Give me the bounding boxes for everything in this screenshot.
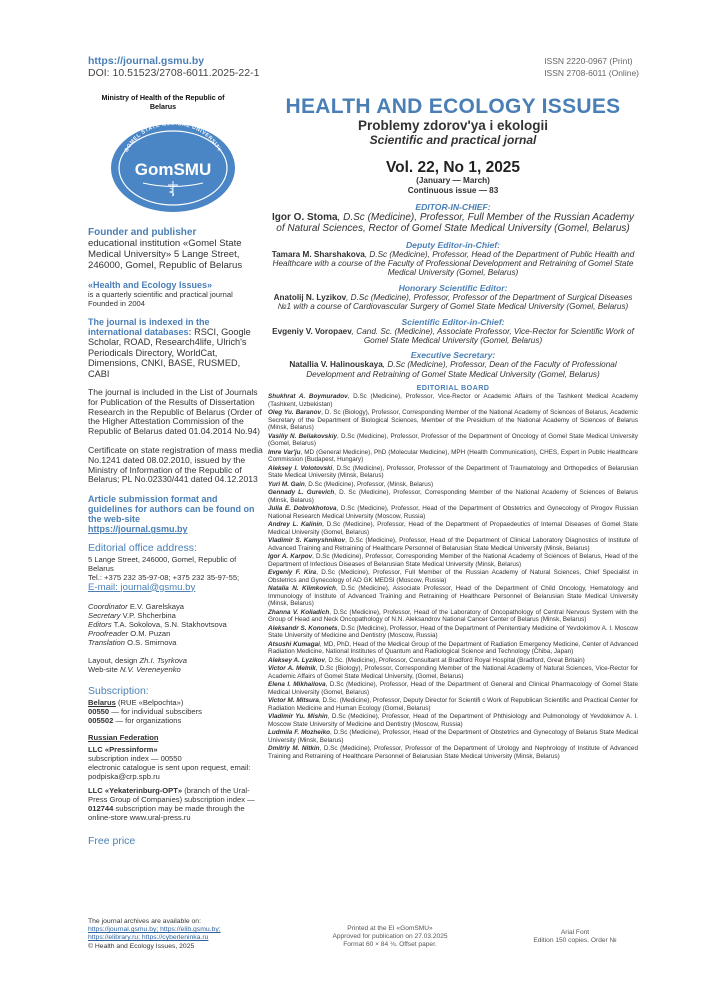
board-member: Oleg Yu. Baranov, D. Sc (Biology), Professor, Corresponding Member of the National Academy of Sciences of Belarus, Academic Secretary of the Department of Biological Sciences, Member of the Presidium of the National Academy of Sciences of Belarus (Minsk, Belarus) — [268, 409, 638, 432]
indexed-title: The journal is indexed in the international databases: — [88, 316, 210, 337]
board-member: Julia E. Dobrokhotova, D.Sc (Medicine), Professor, Head of the Department of Obstetrics and Gynecology of Pirogov Russian National Research Medical University (Moscow, Russia) — [268, 505, 638, 520]
copyright: © Health and Ecology Issues, 2025 — [88, 942, 195, 950]
submission-title: Article submission format and guidelines for authors can be found on the web-site — [88, 494, 255, 525]
board-member: Victor M. Mitsura, D.Sc. (Medicine), Professor, Deputy Director for Scientifi c Work of Republican Scientific and Practical Center for Radiation Medicine and Human Ecology (Gomel, Belarus) — [268, 697, 639, 712]
continuous-issue: Continuous issue — 83 — [407, 185, 499, 195]
issn-online: ISSN 2708-6011 (Online) — [544, 68, 639, 78]
office-address: 5 Lange Street, 246000, Gomel, Republic of Belarus — [88, 554, 237, 573]
submission-link[interactable]: https://journal.gsmu.by — [88, 524, 188, 535]
board-member: Vasiliy N. Beliakovskiy, D.Sc (Medicine), Professor, Professor of the Department of Oncology of Gomel State Medical University (Gomel, Belarus) — [268, 432, 638, 448]
volume-months: (January — March) — [416, 176, 490, 185]
journal-subtitle-2: Scientific and practical jornal — [369, 133, 537, 147]
left-column: Ministry of Health of the Republic of Belarus GOMEL STATE MEDICAL UNIVERSITY GomSMU Founder and publisher educational institution «Gomel State Medical University» 5 Lange Street, 246000, Gomel, Republic of Belarus «Health and Ecology Issues» is a quarterly scientific and practical journal Founded in 2004 The journal is indexed in the international databases: RSCI, Google Scholar, ROAD, Research4life, Ulrich's Periodicals Directory, WorldCat, Dimensions, CNKI, BASE, RUSMED, CABI The journal is included in the List of Journals for Publication of the Results of Dissertation Research in the Republic of Belarus (Order of the Higher Attestation Commission of the Republic of Belarus dated 01.04.2014 No.94) Certificate on state registration of mass media No.1241 dated 08.02.2010, issued by the Ministry of Information of the Republic of Belarus; PL No.02330/441 dated 04.12.2013 Article submission format and guidelines for authors can be found on the web-site https://journal.gsmu.by Editorial office address: 5 Lange Street, 246000, Gomel, Republic of Belarus Tel.: +375 232 35-97-08; +375 232 35-97-55; E-mail: journal@gsmu.by Coordinator E.V. Garelskaya Secretary V.P. Shcherbina Editors T.A. Sokolova, S.N. Stakhovtsova Proofreader O.M. Puzan Translation O.S. Smirnova Layout, design Zh.I. Tsyrkova Web-site N.V. Vereneyenko Subscription: Belarus (RUE «Belpochta») 00550 — for individual subscibers 005502 — for organizations Russian Federation LLC «Pressinform» subscription index — 00550 electronic catalogue is sent upon request, email: podpiska@crp.spb.ru LLC «Yekaterinburg-OPT» (branch of the Ural-Press Group of Companies) subscription index — 012744 subscription may be made through the online-store www.ural-press.ru Free price — [88, 93, 263, 847]
board-member: Zhanna V. Koliadich, D.Sc (Medicine), Professor, Head of the Laboratory of Oncopathology of Central Nervous System with the Group of Head and Neck Oncopathology of N.N. Aleksandrov National Cancer Center of Belarus (Minsk, Belarus) — [268, 608, 639, 624]
board-member: Elena I. Mikhailova, D.Sc (Medicine), Professor, Head of the Department of General and Clinical Pharmacology of Gomel State Medical University (Gomel, Belarus) — [268, 681, 638, 696]
office-title: Editorial office address: — [88, 542, 197, 555]
indexed-text: RSCI, Google Scholar, ROAD, Research4life, Ulrich's Periodicals Directory, WorldCat, Dimensions, CNKI, BASE, RUSMED, CABI — [88, 327, 251, 379]
list-text: The journal is included in the List of Journals for Publication of the Results of Dissertation Research in the Republic of Belarus (Order of the Higher Attestation Commission of the Republic of Belarus dated 01.04.2014 No.94) — [88, 387, 262, 437]
board-member: Vladimir S. Kamyshnikov, D.Sc (Medicine), Professor, Head of the Department of Clinical Laboratory Diagnostics of Institute of Advanced Training and Retraining of Healthcare Personnel of Belarusian State Medical University (Minsk, Belarus) — [268, 537, 638, 552]
editor-person: Tamara M. Sharshakova, D.Sc (Medicine), Professor, Head of the Department of Public Health and Healthcare with a course of the Faculty of Professional Development and Retraining of Gomel State Medical University (Gomel, Belarus) — [271, 249, 635, 278]
footer-print-info: Printed at the EI «GomSMU» Approved for publication on 27.03.2025 Format 60 × 84 ⅛. Offset paper. — [332, 925, 448, 948]
office-email[interactable]: E-mail: journal@gsmu.by — [88, 581, 196, 593]
board-member: Aleksey A. Lyzikov, D.Sc. (Medicine), Professor, Consultant at Bradford Royal Hospital (Bradford, Great Britain) — [268, 656, 585, 664]
russia-label: Russian Federation — [88, 732, 159, 742]
editorial-board-list — [268, 393, 638, 760]
editor-person: Natallia V. Halinouskaya, D.Sc (Medicine), Professor, Dean of the Faculty of Professional Development and Retraining of Gomel State Medical University (Gomel, Belarus) — [289, 360, 617, 379]
staff-item: Secretary V.P. Shcherbina — [88, 611, 176, 621]
board-member: Shukhrat A. Boymuradov, D.Sc (Medicine), Professor, Vice-Rector or Academic Affairs of the Tashkent Medical Academy (Tashkent, Uzbekistan) — [268, 393, 638, 408]
ministry-label: Ministry of Health of the Republic of Belarus — [101, 93, 225, 111]
board-member: Aleksey I. Volotovski, D.Sc (Medicine), Professor, Professor of the Department of Traumatology and Orthopedics of Belarusian State Medical University (Minsk, Belarus) — [268, 464, 638, 480]
editorial-board-title: EDITORIAL BOARD — [416, 383, 490, 393]
logo-text: GomSMU — [134, 160, 212, 180]
archives-links-2[interactable]: https://elibrary.ru; https://cyberleninka.ru — [88, 934, 209, 942]
board-member: Victor A. Melnik, D.Sc (Biology), Professor, Corresponding Member of the National Academy of Natural Sciences, Vice-Rector for Academic Affairs of Gomel State Medical University, (Gomel, Belarus) — [268, 665, 638, 680]
editor-role: Scientific Editor-in-Chief: — [401, 316, 505, 327]
journal-title: HEALTH AND ECOLOGY ISSUES — [285, 95, 621, 118]
board-member: Andrey L. Kalinin, D.Sc (Medicine), Professor, Head of the Department of Propaedeutics of Internal Diseases of Gomel State Medical University (Gomel, Belarus) — [268, 521, 638, 536]
svg-text:GOMEL STATE MEDICAL UNIVERSITY: GOMEL STATE MEDICAL UNIVERSITY — [123, 121, 223, 154]
archives-label: The journal archives are available on: — [88, 918, 201, 925]
cert-text: Certificate on state registration of mass media No.1241 dated 08.02.2010, issued by the Ministry of Information of the Republic of Belarus; PL No.02330/441 dated 04.12.2013 — [88, 445, 263, 485]
journal-name: «Health and Ecology Issues» — [88, 279, 213, 290]
board-member: Atsushi Kumagai, MD, PhD, Head of the Medical Group of the Department of Radiation Emergency Medicine, Center of Advanced Radiation Medicine, National Institutes of Quantum and Radiological Science and Technology (Chiba, Japan) — [268, 640, 638, 656]
editor-role: Executive Secretary: — [410, 350, 496, 361]
editor-role: EDITOR-IN-CHIEF: — [415, 202, 491, 213]
board-member: Ludmila F. Mozheiko, D.Sc (Medicine), Professor, Head of the Department of Obstetrics and Gynecology of Belarus State Medical University (Minsk, Belarus) — [268, 729, 639, 744]
board-member: Evgeniy F. Kira, D.Sc (Medicine), Professor, Full Member of the Russian Academy of Natural Sciences, Chief Specialist in Obstetrics and Gynecology of AO GK MEDSI (Moscow, Russia) — [268, 569, 638, 584]
volume: Vol. 22, No 1, 2025 — [385, 159, 521, 176]
editor-person: Anatolij N. Lyzikov, D.Sc (Medicine), Professor, Professor of the Department of Surgical Diseases №1 with a course of Cardiovascular Surgery of Gomel State Medical University (Gomel, Belarus) — [273, 292, 633, 312]
board-member: Gennady L. Gurevich, D. Sc (Medicine), Professor, Corresponding Member of the National Academy of Sciences of Belarus (Minsk, Belarus) — [268, 489, 638, 504]
header-left — [88, 55, 259, 79]
gomsmu-logo — [108, 114, 238, 214]
archives-links-1[interactable]: https://journal.gsmu.by; https://elib.gsmu.by; — [88, 926, 221, 934]
staff-item: Editors T.A. Sokolova, S.N. Stakhovtsova — [88, 620, 227, 630]
board-member: Dmitriy M. Nitkin, D.Sc (Medicine), Professor, Professor of the Department of Urology and Nephrology of Institute of Advanced Training and Retraining of Healthcare Personnel of Belarusian State Medical University (Minsk, Belarus) — [268, 745, 638, 760]
header-right — [544, 55, 639, 79]
founder-title: Founder and publisher — [88, 226, 197, 238]
journal-desc: is a quarterly scientific and practical journal Founded in 2004 — [88, 289, 233, 308]
layout-credits: Layout, design Zh.I. Tsyrkova Web-site N.V. Vereneyenko — [88, 656, 187, 675]
free-price: Free price — [88, 834, 136, 847]
staff-list — [88, 602, 263, 647]
staff-item: Coordinator E.V. Garelskaya — [88, 602, 184, 612]
editor-person: Igor O. Stoma, D.Sc (Medicine), Professor, Full Member of the Russian Academy of Natural Sciences, Rector of Gomel State Medical University (Gomel, Belarus) — [272, 212, 634, 235]
board-member: Yuri M. Gain, D.Sc (Medicine), Professor, (Minsk, Belarus) — [268, 480, 434, 488]
founder-text: educational institution «Gomel State Medical University» 5 Lange Street, 246000, Gomel, Republic of Belarus — [88, 237, 243, 271]
office-tel: Tel.: +375 232 35-97-08; +375 232 35-97-55; — [88, 572, 240, 582]
editor-role: Deputy Editor-in-Chief: — [405, 239, 501, 250]
footer-edition-info: Arial Font Edition 150 copies. Order № — [533, 929, 617, 944]
board-member: Aleksandr S. Kononets, D.Sc (Medicine), Professor, Head of the Department of Penitentiary Medicine of Yevdokimov A. I. Moscow State University of Medicine and Dentistry (Moscow, Russia) — [268, 624, 638, 640]
journal-url[interactable]: https://journal.gsmu.by — [88, 55, 205, 67]
subscription-title: Subscription: — [88, 685, 149, 698]
doi: DOI: 10.51523/2708-6011.2025-22-1 — [88, 67, 260, 79]
staff-item: Translation O.S. Smirnova — [88, 638, 177, 648]
footer-archives — [88, 918, 278, 951]
editor-role: Honorary Scientific Editor: — [398, 282, 508, 293]
board-member: Natalia N. Klimkovich, D.Sc (Medicine), Associate Professor, Head of the Department of Child Oncology, Hematology and Immunology of Institute of Advanced Training and Retraining of Healthcare Personnel of Belarusian State Medical University (Minsk, Belarus) — [268, 585, 638, 608]
editor-person: Evgeniy V. Voropaev, Cand. Sc. (Medicine), Associate Professor, Vice-Rector for Scientific Work of Gomel State Medical University (Gomel, Belarus) — [272, 326, 634, 346]
board-member: Vladimir Yu. Mishin, D.Sc (Medicine), Professor, Head of the Department of Phthisiology and Pulmonology of Yevdokimov A. I. Moscow State University of Medicine and Dentistry (Moscow, Russia) — [268, 713, 638, 728]
issn-print: ISSN 2220-0967 (Print) — [544, 56, 633, 66]
right-column — [268, 95, 638, 760]
board-member: Igor A. Karpov, D.Sc (Medicine), Professor, Corresponding Member of the National Academy of Sciences of Belarus, Head of the Department of Infectious Diseases of Belarusian State Medical University (Minsk, Belarus) — [268, 553, 638, 568]
journal-subtitle: Problemy zdorov'ya i ekologii — [357, 118, 548, 133]
staff-item: Proofreader O.M. Puzan — [88, 629, 171, 639]
board-member: Imre Var'ju, MD (General Medicine), PhD (Molecular Medicine), MPH (Health Communication), CHES, Expert in Public Healthcare Commission (Budapest, Hungary) — [268, 448, 638, 464]
